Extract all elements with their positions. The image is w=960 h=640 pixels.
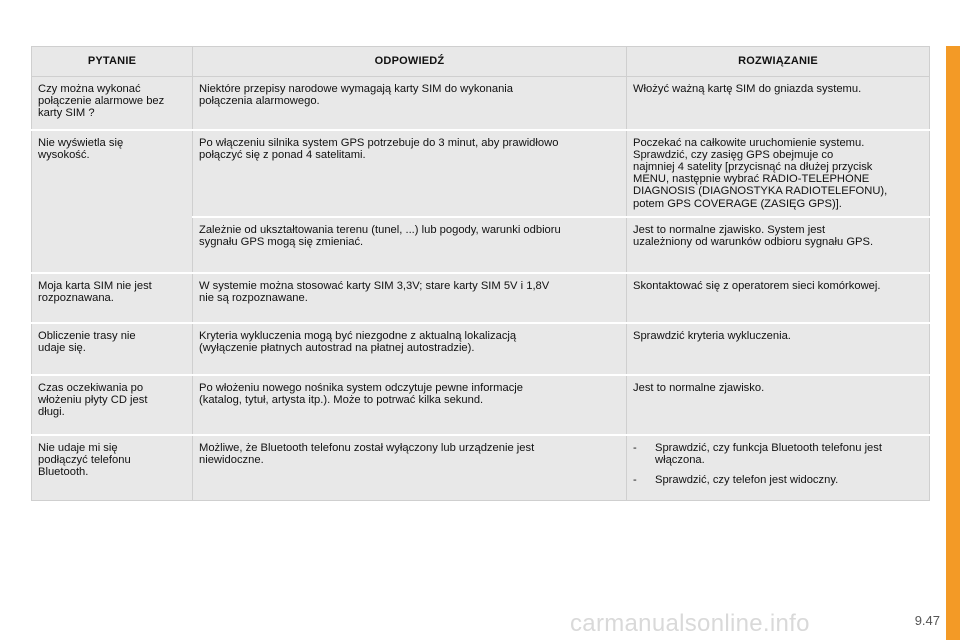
solution-cell xyxy=(627,273,930,323)
solution-text: Skontaktować się z operatorem sieci komórkowej. xyxy=(633,279,881,292)
solution-cell xyxy=(627,130,930,217)
table-row xyxy=(32,273,930,323)
question-cell xyxy=(32,375,193,435)
table-row xyxy=(32,77,930,130)
solution-list xyxy=(633,442,923,487)
answer-text: Zależnie od ukształtowania terenu (tunel, ...) lub pogody, warunki odbioru sygnału GPS mogą się zmieniać. xyxy=(199,223,561,248)
header-solution: ROZWIĄZANIE xyxy=(627,47,930,77)
table-header-row xyxy=(32,47,930,77)
answer-cell xyxy=(193,130,627,217)
answer-text: Kryteria wykluczenia mogą być niezgodne z aktualną lokalizacją (wyłączenie płatnych autostrad na płatnej autostradzie). xyxy=(199,329,517,354)
question-cell xyxy=(32,435,193,501)
list-item-text: Sprawdzić, czy funkcja Bluetooth telefonu jest włączona. xyxy=(655,441,882,466)
list-item-text: Sprawdzić, czy telefon jest widoczny. xyxy=(655,474,839,487)
header-answer: ODPOWIEDŹ xyxy=(193,47,627,77)
solution-cell xyxy=(627,217,930,273)
table-row xyxy=(32,323,930,375)
header-question: PYTANIE xyxy=(32,47,193,77)
question-text: Moja karta SIM nie jest rozpoznawana. xyxy=(38,279,152,304)
solution-cell xyxy=(627,375,930,435)
solution-text: Poczekać na całkowite uruchomienie systemu. Sprawdzić, czy zasięg GPS obejmuje co najmniej 4 satelity [przycisnąć na dłużej przycisk MENU, następnie wybrać RADIO-TELEPHONE DIAGNOSIS (DIAGNOSTYKA RADIOTELEFONU), potem GPS COVERAGE (ZASIĘG GPS)]. xyxy=(633,136,888,210)
watermark: carmanualsonline.info xyxy=(570,610,810,637)
faq-table xyxy=(31,46,930,501)
table-row xyxy=(32,130,930,217)
table-row xyxy=(32,435,930,501)
table-row xyxy=(32,375,930,435)
list-item xyxy=(633,442,923,466)
question-text: Czas oczekiwania po włożeniu płyty CD jest długi. xyxy=(38,381,148,419)
question-text: Nie udaje mi się podłączyć telefonu Bluetooth. xyxy=(38,441,131,479)
answer-text: W systemie można stosować karty SIM 3,3V; stare karty SIM 5V i 1,8V nie są rozpoznawane. xyxy=(199,279,550,304)
solution-text: Włożyć ważną kartę SIM do gniazda systemu. xyxy=(633,83,862,95)
answer-cell xyxy=(193,375,627,435)
page-number: 9.47 xyxy=(914,613,940,628)
answer-text: Po włączeniu silnika system GPS potrzebuje do 3 minut, aby prawidłowo połączyć się z ponad 4 satelitami. xyxy=(199,136,559,161)
list-item xyxy=(633,474,923,486)
question-text: Obliczenie trasy nie udaje się. xyxy=(38,329,136,354)
answer-cell xyxy=(193,323,627,375)
dash-bullet: - xyxy=(633,441,637,454)
answer-cell xyxy=(193,77,627,130)
solution-text: Sprawdzić kryteria wykluczenia. xyxy=(633,329,791,342)
answer-cell xyxy=(193,435,627,501)
question-text: Nie wyświetla się wysokość. xyxy=(38,136,124,161)
question-cell xyxy=(32,323,193,375)
side-accent-stripe xyxy=(946,46,960,640)
dash-bullet: - xyxy=(633,474,637,487)
question-cell xyxy=(32,273,193,323)
answer-text: Po włożeniu nowego nośnika system odczytuje pewne informacje (katalog, tytuł, artysta itp.). Może to potrwać kilka sekund. xyxy=(199,381,523,406)
answer-text: Możliwe, że Bluetooth telefonu został wyłączony lub urządzenie jest niewidoczne. xyxy=(199,441,535,466)
answer-cell xyxy=(193,217,627,273)
answer-text: Niektóre przepisy narodowe wymagają karty SIM do wykonania połączenia alarmowego. xyxy=(199,83,514,108)
answer-cell xyxy=(193,273,627,323)
question-cell xyxy=(32,130,193,273)
solution-text: Jest to normalne zjawisko. xyxy=(633,381,765,394)
solution-cell xyxy=(627,323,930,375)
solution-text: Jest to normalne zjawisko. System jest uzależniony od warunków odbioru sygnału GPS. xyxy=(633,223,874,248)
solution-cell xyxy=(627,77,930,130)
solution-cell xyxy=(627,435,930,501)
question-text: Czy można wykonać połączenie alarmowe bez karty SIM ? xyxy=(38,83,165,120)
question-cell xyxy=(32,77,193,130)
